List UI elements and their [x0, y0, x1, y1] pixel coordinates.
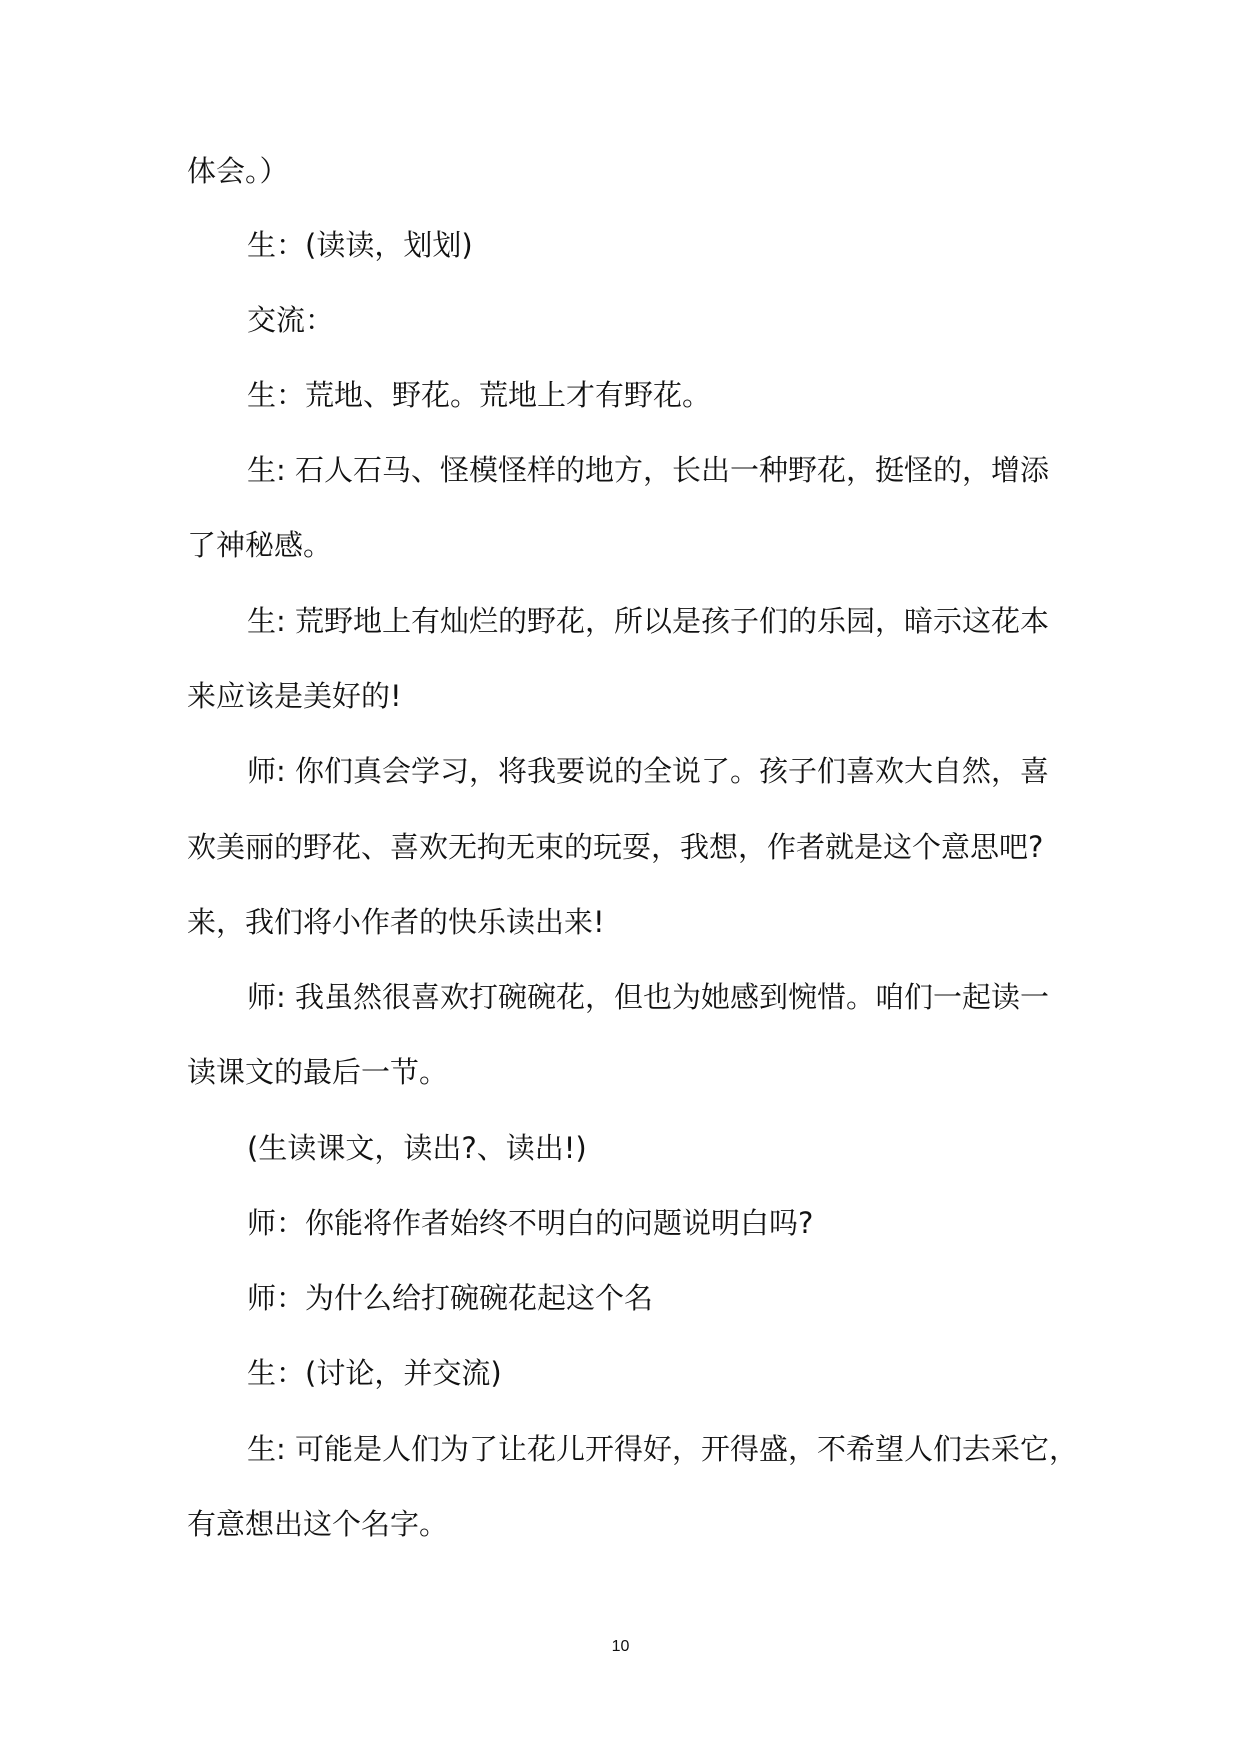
text-line: 师: 你们真会学习，将我要说的全说了。孩子们喜欢大自然，喜 — [247, 754, 1049, 788]
text-line: 生：荒地、野花。荒地上才有野花。 — [247, 378, 712, 412]
text-line: 生: 石人石马、怪模怪样的地方，长出一种野花，挺怪的，增添 — [247, 453, 1049, 487]
text-line: 师：为什么给打碗碗花起这个名 — [247, 1281, 654, 1315]
text-line: (生读课文，读出?、读出!) — [247, 1131, 587, 1165]
text-line: 师: 我虽然很喜欢打碗碗花，但也为她感到惋惜。咱们一起读一 — [247, 980, 1049, 1014]
text-line: 生：(讨论，并交流) — [247, 1356, 502, 1390]
text-line: 来，我们将小作者的快乐读出来! — [187, 905, 605, 939]
text-line: 生: 可能是人们为了让花儿开得好，开得盛，不希望人们去采它， — [247, 1432, 1078, 1466]
page-number: 10 — [611, 1638, 630, 1655]
text-line: 师：你能将作者始终不明白的问题说明白吗? — [247, 1206, 814, 1240]
text-line: 了神秘感。 — [187, 528, 333, 562]
text-line: 体会。） — [187, 154, 289, 188]
text-line: 生: 荒野地上有灿烂的野花，所以是孩子们的乐园，暗示这花本 — [247, 604, 1049, 638]
text-line: 欢美丽的野花、喜欢无拘无束的玩耍，我想，作者就是这个意思吧? — [187, 830, 1044, 864]
text-line: 生：(读读，划划) — [247, 228, 473, 262]
text-line: 有意想出这个名字。 — [187, 1507, 449, 1541]
text-line: 读课文的最后一节。 — [187, 1055, 449, 1089]
text-line: 交流： — [247, 303, 335, 337]
text-line: 来应该是美好的! — [187, 679, 402, 713]
